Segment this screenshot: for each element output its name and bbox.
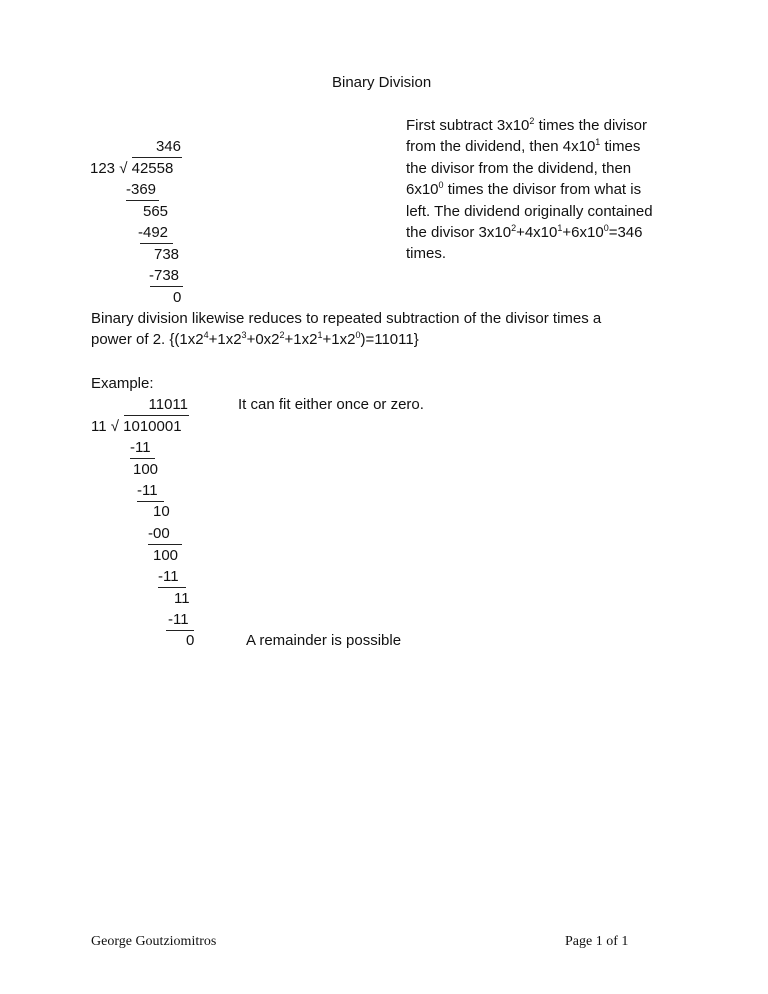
explanation-line: $6x10^0$ times the divisor from what is (406, 180, 642, 199)
binary-step: -11 (137, 482, 158, 499)
binary-step: 0 (186, 632, 195, 649)
explanation-line: times. (406, 245, 447, 263)
decimal-divisor: 123 (90, 160, 116, 177)
explanation-paragraph (406, 115, 653, 265)
binary-divisor: 11 (91, 418, 107, 435)
explanation-line: left. The dividend originally contained (406, 202, 653, 220)
footer-page-number: Page 1 of 1 (565, 934, 629, 949)
decimal-step: 0 (173, 289, 182, 306)
decimal-step: 565 (143, 203, 169, 220)
explanation-line: First subtract $3x10^2$ times the divisor (406, 116, 647, 134)
decimal-step: -738 (149, 267, 180, 284)
binary-step: 11 (174, 590, 190, 607)
binary-intro-line: power of 2. $\{(1x2^4+1x2^3+0x2^2+1x2^1+1x2^0)=11011\}$ (91, 330, 419, 349)
remainder-note: A remainder is possible (246, 632, 402, 649)
binary-quotient: 11011 (148, 396, 188, 413)
decimal-step: -492 (138, 224, 169, 241)
radical-symbol: √ (110, 418, 119, 435)
decimal-step: 738 (154, 246, 180, 263)
radical-symbol: √ (119, 160, 128, 177)
binary-divisor-line (91, 416, 182, 437)
decimal-step: -369 (126, 181, 157, 198)
page-title: Binary Division (332, 74, 432, 91)
explanation-line: from the dividend, then $4x10^1$ times (406, 137, 641, 156)
decimal-quotient: 346 (155, 138, 181, 155)
binary-intro-paragraph (91, 308, 601, 351)
binary-step: 100 (153, 547, 179, 564)
binary-step: 100 (133, 461, 159, 478)
decimal-dividend: 42558 (131, 160, 174, 177)
fit-note: It can fit either once or zero. (238, 396, 424, 413)
footer-author: George Goutziomitros (91, 934, 217, 949)
binary-step: -11 (168, 611, 189, 628)
binary-step: -00 (148, 525, 170, 542)
decimal-divisor-line (90, 158, 173, 179)
binary-step: 10 (153, 503, 170, 520)
example-label: Example: (91, 375, 154, 392)
binary-dividend: 1010001 (123, 418, 182, 435)
explanation-line: the divisor $3x10^2+4x10^1+6x10^0=346$ (406, 223, 643, 242)
binary-step: -11 (158, 568, 179, 585)
binary-step: -11 (130, 439, 151, 456)
binary-intro-line: Binary division likewise reduces to repeated subtraction of the divisor times a (91, 310, 602, 327)
explanation-line: the divisor from the dividend, then (406, 159, 632, 177)
